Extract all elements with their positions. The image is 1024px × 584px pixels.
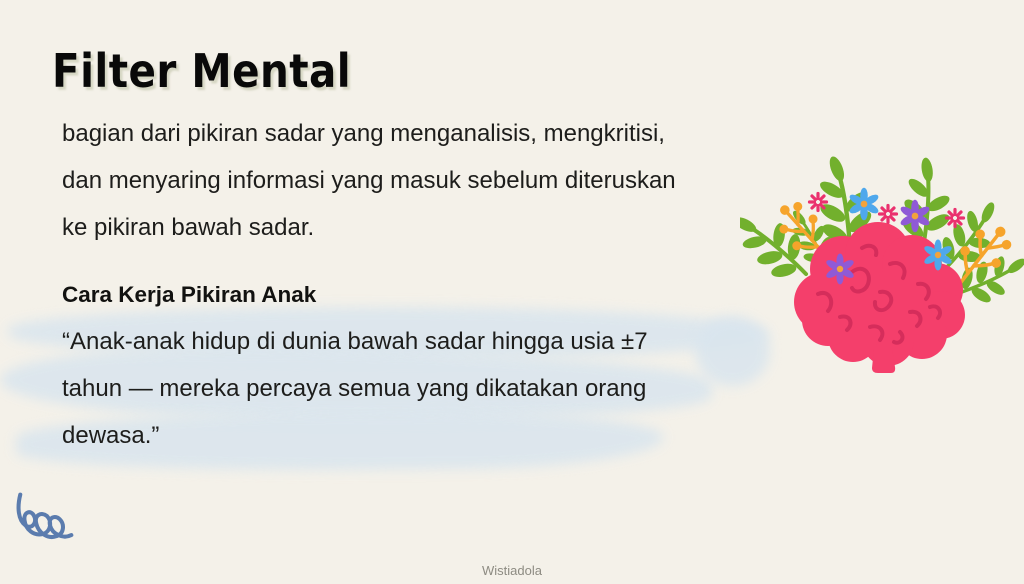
- intro-line: bagian dari pikiran sadar yang menganalisis, mengkritisi,: [62, 120, 665, 147]
- intro-paragraph: [62, 110, 752, 251]
- watermark: Wistiadola: [482, 563, 542, 578]
- quote-paragraph: [62, 318, 772, 459]
- intro-line: ke pikiran bawah sadar.: [62, 214, 315, 241]
- section-heading: Cara Kerja Pikiran Anak: [62, 282, 317, 307]
- quote-line: tahun — mereka percaya semua yang dikatakan orang: [62, 375, 647, 402]
- slide-title: Filter Mental: [52, 44, 352, 98]
- intro-line: dan menyaring informasi yang masuk sebelum diteruskan: [62, 167, 676, 194]
- quote-line: “Anak-anak hidup di dunia bawah sadar hingga usia ±7: [62, 328, 648, 355]
- brain-flowers-illustration: [740, 152, 1024, 384]
- quote-line: dewasa.”: [62, 422, 160, 449]
- scribble-icon: [16, 492, 82, 542]
